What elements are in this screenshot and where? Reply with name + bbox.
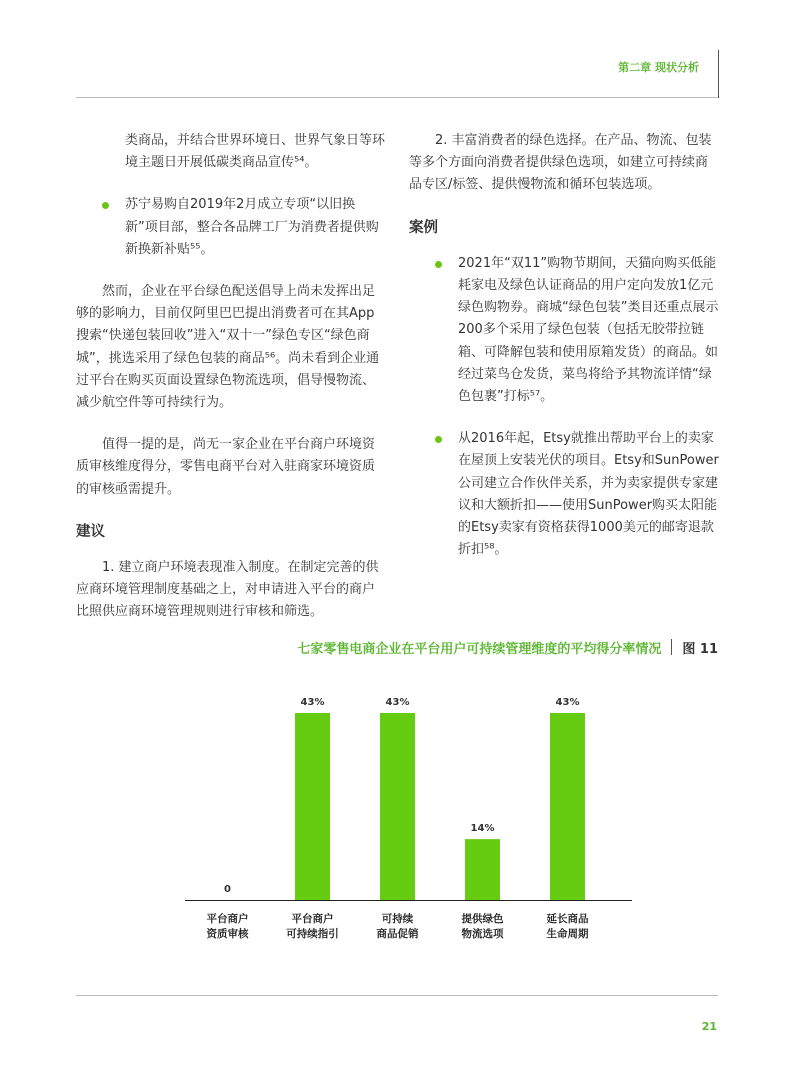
bullet-dot-icon [435, 261, 442, 268]
data-label: 43% [555, 697, 580, 708]
figure-number: 图 11 [682, 641, 718, 657]
category-label: 商品促销 [376, 928, 419, 940]
category-label: 平台商户 [206, 913, 249, 925]
section-heading: 案例 [409, 219, 438, 236]
bullet-text: 2021年“双11”购物节期间，天猫向购买低能耗家电及绿色认证商品的用户定向发放1亿元绿色购物券。商城“绿色包装”类目还重点展示200多个采用了绿色包装（包括无胶带拉链箱、可降解包装和使用原箱发货）的商品。如经过菜鸟仓发货，菜鸟将给予其物流详情“绿色包裹”打标⁵⁷。 [458, 255, 719, 405]
data-label: 14% [470, 823, 495, 835]
category-label: 延长商品 [546, 913, 589, 925]
bullet-text: 从2016年起，Etsy就推出帮助平台上的卖家在屋顶上安装光伏的项目。Etsy和SunPower公司建立合作伙伴关系，并为卖家提供专家建议和大额折扣——使用SunPower购买太阳能的Etsy卖家有资格获得1000美元的邮寄退款折扣⁵⁸。 [458, 431, 719, 558]
category-label: 提供绿色 [461, 913, 504, 925]
category-label: 物流选项 [461, 928, 504, 940]
bar [465, 839, 500, 900]
bullet-item [76, 194, 386, 261]
header-rule [76, 97, 718, 98]
bullet-dot-icon [435, 436, 442, 443]
figure-caption-divider [671, 639, 672, 655]
category-label: 资质审核 [206, 928, 249, 940]
bar [380, 713, 415, 900]
footer-rule [76, 995, 718, 996]
header-divider-vertical [718, 50, 719, 98]
data-label: 43% [300, 697, 325, 708]
data-label: 43% [385, 697, 410, 708]
category-label: 平台商户 [291, 913, 334, 925]
bar [295, 713, 330, 900]
paragraph: 2. 丰富消费者的绿色选择。在产品、物流、包装等多个方面向消费者提供绿色选项，如建立可持续商品专区/标签、提供慢物流和循环包装选项。 [409, 133, 712, 193]
bar [550, 713, 585, 900]
bullet-text: 苏宁易购自2019年2月成立专项“以旧换新”项目部，整合各品牌工厂为消费者提供购新换新补贴⁵⁵。 [125, 197, 379, 257]
bullet-dot-icon [102, 202, 109, 209]
category-label: 生命周期 [546, 928, 589, 940]
chapter-title: 第二章 现状分析 [618, 61, 699, 74]
section-heading: 建议 [76, 523, 105, 540]
left-column [76, 130, 386, 644]
paragraph: 1. 建立商户环境表现准入制度。在制定完善的供应商环境管理制度基础之上，对申请进入平台的商户比照供应商环境管理规则进行审核和筛选。 [76, 560, 379, 620]
bullet-item [409, 428, 719, 561]
figure-caption [297, 637, 718, 657]
figure-title: 七家零售电商企业在平台用户可持续管理维度的平均得分率情况 [297, 641, 662, 657]
paragraph: 值得一提的是，尚无一家企业在平台商户环境资质审核维度得分，零售电商平台对入驻商家环境资质的审核亟需提升。 [76, 437, 376, 497]
bullet-continuation: 类商品，并结合世界环境日、世界气象日等环境主题日开展低碳类商品宣传⁵⁴。 [125, 133, 386, 171]
paragraph: 然而，企业在平台绿色配送倡导上尚未发挥出足够的影响力，目前仅阿里巴巴提出消费者可在其App搜索“快递包装回收”进入“双十一”绿色专区“绿色商城”，挑选采用了绿色包装的商品⁵⁶。尚未看到企业通过平台在购买页面设置绿色物流选项，倡导慢物流、减少航空件等可持续行为。 [76, 284, 380, 411]
right-column [409, 130, 719, 581]
bullet-item [409, 253, 719, 408]
data-label: 0 [224, 884, 231, 895]
category-label: 可持续 [381, 913, 414, 925]
category-label: 可持续指引 [286, 928, 339, 940]
page-number: 21 [701, 1020, 717, 1033]
